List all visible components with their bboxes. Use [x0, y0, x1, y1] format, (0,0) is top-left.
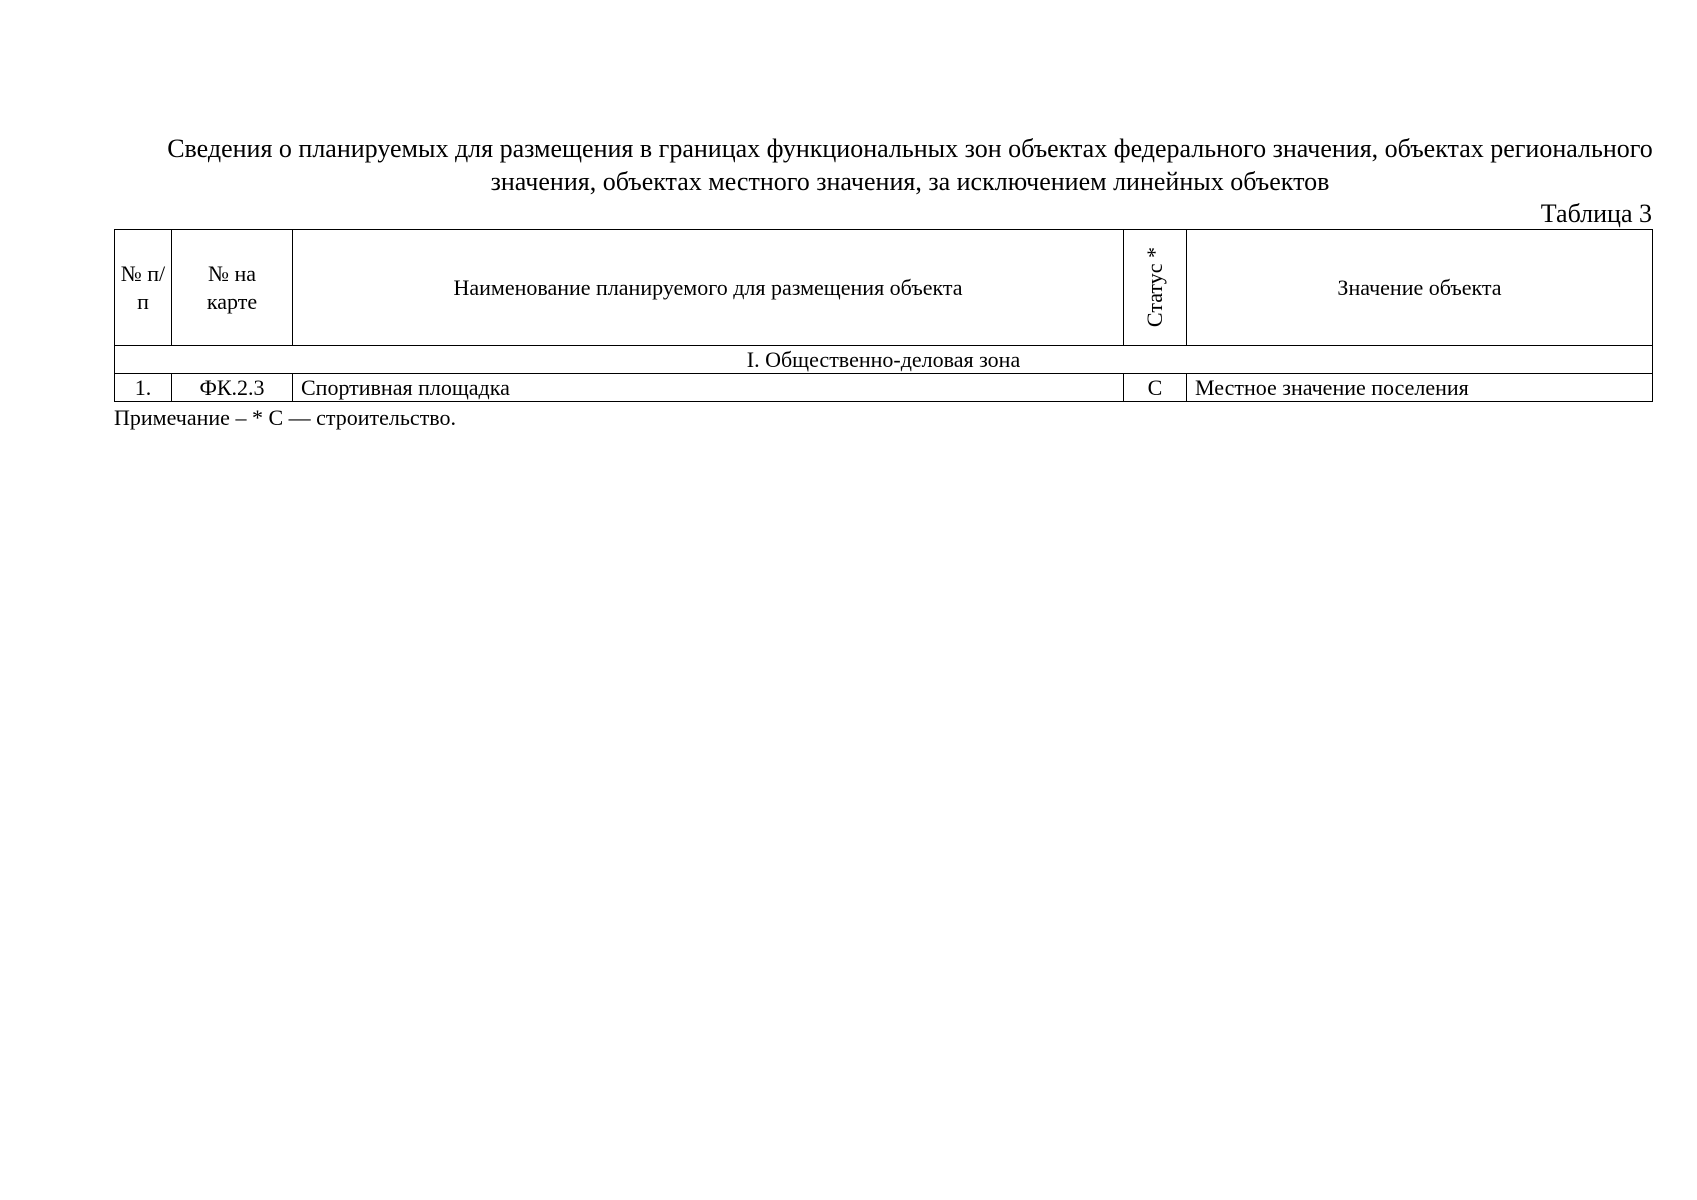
table-header-row [115, 230, 1653, 346]
header-value: Значение объекта [1187, 230, 1653, 346]
header-status-cell [1124, 230, 1187, 346]
row-value: Местное значение поселения [1187, 374, 1653, 402]
row-status: С [1124, 374, 1187, 402]
header-status: Статус * [1142, 247, 1167, 328]
table-label: Таблица 3 [1540, 199, 1652, 228]
header-num: № п/п [115, 230, 172, 346]
table-note: Примечание – * С — строительство. [114, 405, 457, 430]
row-map-num: ФК.2.3 [172, 374, 293, 402]
header-name: Наименование планируемого для размещения объекта [293, 230, 1124, 346]
zone-row [115, 346, 1653, 374]
zone-title: I. Общественно-деловая зона [115, 346, 1653, 374]
row-name: Спортивная площадка [293, 374, 1124, 402]
table-row [115, 374, 1653, 402]
row-num: 1. [115, 374, 172, 402]
document-title: Сведения о планируемых для размещения в границах функциональных зон объектах федерального значения, объектах регионального значения, объектах местного значения, за исключением линейных объектов [167, 134, 1653, 196]
objects-table [114, 229, 1653, 402]
header-map-num: № на карте [172, 230, 293, 346]
